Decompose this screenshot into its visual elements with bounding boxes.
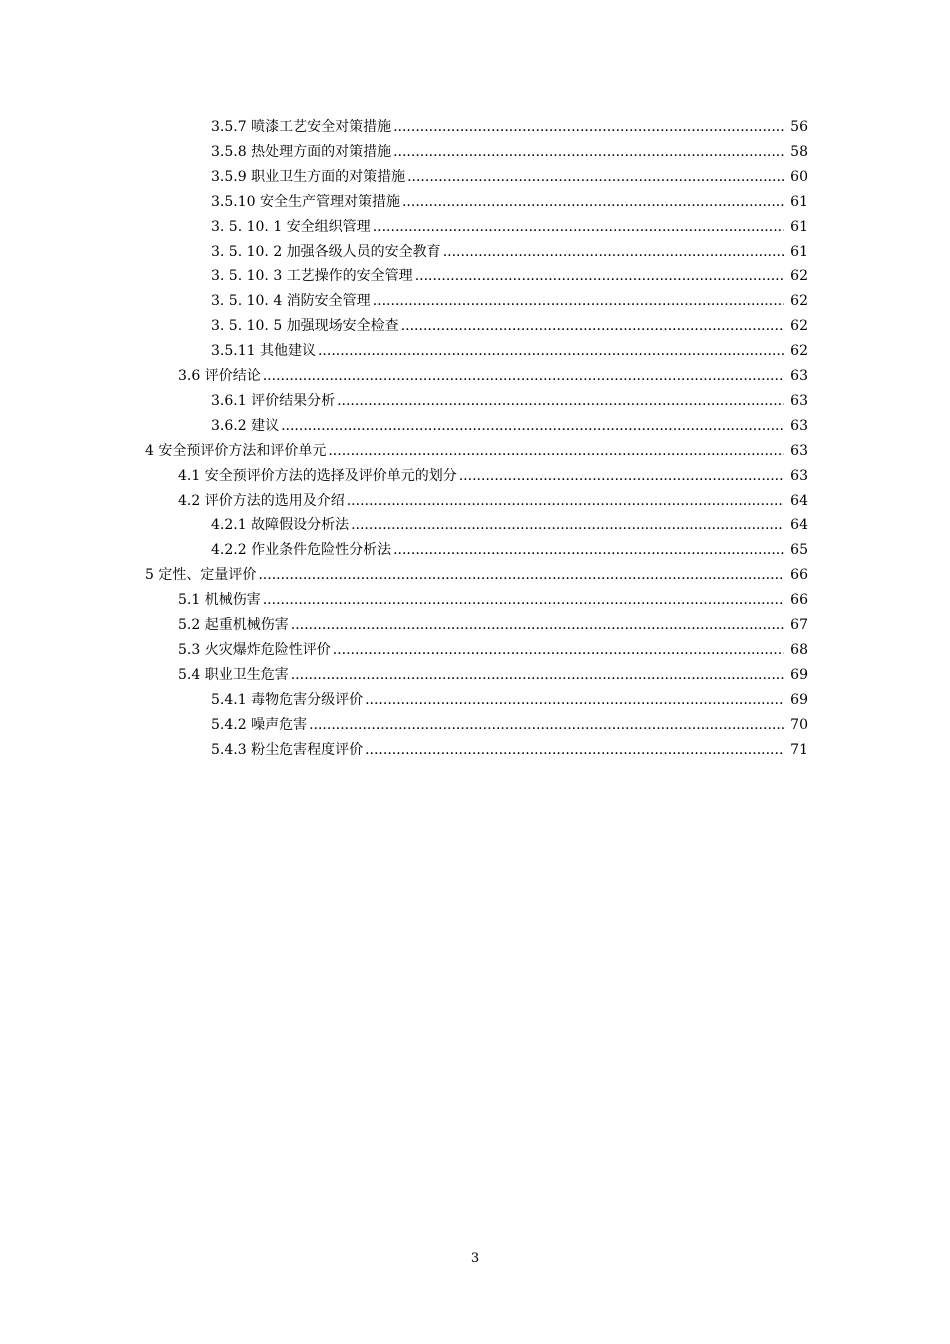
toc-entry-label: 5.4.3 粉尘危害程度评价 bbox=[211, 742, 364, 758]
toc-entry-page: 69 bbox=[790, 692, 808, 708]
toc-entry[interactable] bbox=[178, 588, 808, 612]
toc-entry-label: 4.2 评价方法的选用及介绍 bbox=[178, 493, 345, 509]
toc-entry-label: 5.2 起重机械伤害 bbox=[178, 617, 289, 633]
toc-entry-label: 3. 5. 10. 2 加强各级人员的安全教育 bbox=[211, 244, 441, 260]
toc-leader-dots bbox=[459, 464, 784, 488]
toc-leader-dots bbox=[291, 613, 784, 637]
toc-entry-page: 63 bbox=[790, 393, 808, 409]
toc-entry-page: 64 bbox=[790, 493, 808, 509]
toc-entry-label: 5.4 职业卫生危害 bbox=[178, 667, 289, 683]
toc-entry-page: 62 bbox=[790, 268, 808, 284]
toc-entry-page: 62 bbox=[790, 318, 808, 334]
toc-entry[interactable] bbox=[178, 638, 808, 662]
toc-leader-dots bbox=[443, 240, 784, 264]
toc-entry[interactable] bbox=[211, 240, 808, 264]
toc-entry-page: 61 bbox=[790, 194, 808, 210]
toc-entry-label: 3.5.8 热处理方面的对策措施 bbox=[211, 144, 392, 160]
toc-entry-page: 67 bbox=[790, 617, 808, 633]
toc-entry-label: 3. 5. 10. 3 工艺操作的安全管理 bbox=[211, 268, 413, 284]
toc-leader-dots bbox=[263, 364, 784, 388]
toc-entry[interactable] bbox=[211, 389, 808, 413]
toc-leader-dots bbox=[333, 638, 784, 662]
toc-leader-dots bbox=[337, 389, 784, 413]
toc-entry-label: 4 安全预评价方法和评价单元 bbox=[145, 443, 327, 459]
toc-entry-label: 5 定性、定量评价 bbox=[145, 567, 257, 583]
toc-leader-dots bbox=[415, 264, 784, 288]
toc-entry-label: 3.6.2 建议 bbox=[211, 418, 280, 434]
toc-entry[interactable] bbox=[211, 314, 808, 338]
toc-entry-label: 3. 5. 10. 4 消防安全管理 bbox=[211, 293, 371, 309]
toc-entry[interactable] bbox=[145, 439, 808, 463]
toc-entry-page: 66 bbox=[790, 592, 808, 608]
toc-entry-page: 61 bbox=[790, 219, 808, 235]
toc-leader-dots bbox=[365, 738, 784, 762]
toc-entry-label: 4.1 安全预评价方法的选择及评价单元的划分 bbox=[178, 468, 457, 484]
toc-entry[interactable] bbox=[178, 364, 808, 388]
toc-leader-dots bbox=[318, 339, 784, 363]
toc-entry[interactable] bbox=[178, 613, 808, 637]
toc-entry-page: 62 bbox=[790, 293, 808, 309]
toc-entry[interactable] bbox=[211, 513, 808, 537]
toc-entry-label: 3.5.7 喷漆工艺安全对策措施 bbox=[211, 119, 392, 135]
toc-entry-page: 68 bbox=[790, 642, 808, 658]
toc-entry-page: 58 bbox=[790, 144, 808, 160]
toc-entry-page: 61 bbox=[790, 244, 808, 260]
toc-leader-dots bbox=[401, 314, 784, 338]
toc-entry-page: 63 bbox=[790, 418, 808, 434]
toc-entry-label: 5.4.1 毒物危害分级评价 bbox=[211, 692, 364, 708]
toc-entry-page: 69 bbox=[790, 667, 808, 683]
toc-entry[interactable] bbox=[211, 115, 808, 139]
toc-entry-page: 56 bbox=[790, 119, 808, 135]
toc-entry-page: 70 bbox=[790, 717, 808, 733]
toc-entry-label: 3.5.11 其他建议 bbox=[211, 343, 316, 359]
toc-entry-page: 71 bbox=[790, 742, 808, 758]
toc-entry[interactable] bbox=[211, 264, 808, 288]
toc-entry-label: 4.2.1 故障假设分析法 bbox=[211, 517, 350, 533]
toc-leader-dots bbox=[365, 688, 784, 712]
toc-leader-dots bbox=[393, 115, 784, 139]
toc-leader-dots bbox=[258, 563, 784, 587]
toc-leader-dots bbox=[263, 588, 784, 612]
toc-leader-dots bbox=[407, 165, 784, 189]
toc-entry[interactable] bbox=[211, 414, 808, 438]
toc-entry[interactable] bbox=[178, 489, 808, 513]
toc-entry[interactable] bbox=[211, 713, 808, 737]
toc-leader-dots bbox=[351, 513, 784, 537]
toc-entry[interactable] bbox=[211, 165, 808, 189]
toc-entry-page: 63 bbox=[790, 368, 808, 384]
toc-entry[interactable] bbox=[211, 190, 808, 214]
toc-leader-dots bbox=[373, 289, 784, 313]
toc-entry[interactable] bbox=[211, 289, 808, 313]
toc-leader-dots bbox=[393, 140, 784, 164]
toc-entry-label: 4.2.2 作业条件危险性分析法 bbox=[211, 542, 392, 558]
toc-entry-page: 62 bbox=[790, 343, 808, 359]
toc-entry-label: 3. 5. 10. 5 加强现场安全检查 bbox=[211, 318, 399, 334]
toc-leader-dots bbox=[373, 215, 784, 239]
toc-entry[interactable] bbox=[211, 215, 808, 239]
toc-entry[interactable] bbox=[178, 464, 808, 488]
toc-entry-label: 3. 5. 10. 1 安全组织管理 bbox=[211, 219, 371, 235]
toc-entry-label: 3.5.9 职业卫生方面的对策措施 bbox=[211, 169, 406, 185]
toc-leader-dots bbox=[291, 663, 784, 687]
toc-entry-label: 3.5.10 安全生产管理对策措施 bbox=[211, 194, 400, 210]
toc-entry-page: 66 bbox=[790, 567, 808, 583]
toc-entry[interactable] bbox=[211, 339, 808, 363]
toc-entry-label: 3.6 评价结论 bbox=[178, 368, 261, 384]
toc-entry-label: 5.1 机械伤害 bbox=[178, 592, 261, 608]
toc-entry[interactable] bbox=[145, 563, 808, 587]
toc-entry-label: 5.4.2 噪声危害 bbox=[211, 717, 308, 733]
toc-leader-dots bbox=[393, 538, 784, 562]
toc-entry[interactable] bbox=[211, 738, 808, 762]
toc-entry[interactable] bbox=[211, 688, 808, 712]
toc-leader-dots bbox=[281, 414, 784, 438]
toc-entry[interactable] bbox=[211, 140, 808, 164]
toc-leader-dots bbox=[402, 190, 784, 214]
toc-entry-label: 5.3 火灾爆炸危险性评价 bbox=[178, 642, 331, 658]
toc-entry-page: 65 bbox=[790, 542, 808, 558]
toc-entry-page: 63 bbox=[790, 468, 808, 484]
toc-entry-page: 63 bbox=[790, 443, 808, 459]
toc-entry[interactable] bbox=[178, 663, 808, 687]
toc-entry-page: 64 bbox=[790, 517, 808, 533]
toc-leader-dots bbox=[309, 713, 784, 737]
toc-entry-page: 60 bbox=[790, 169, 808, 185]
toc-leader-dots bbox=[347, 489, 784, 513]
toc-entry-label: 3.6.1 评价结果分析 bbox=[211, 393, 336, 409]
page-number: 3 bbox=[470, 1251, 480, 1266]
toc-leader-dots bbox=[328, 439, 784, 463]
toc-entry[interactable] bbox=[211, 538, 808, 562]
